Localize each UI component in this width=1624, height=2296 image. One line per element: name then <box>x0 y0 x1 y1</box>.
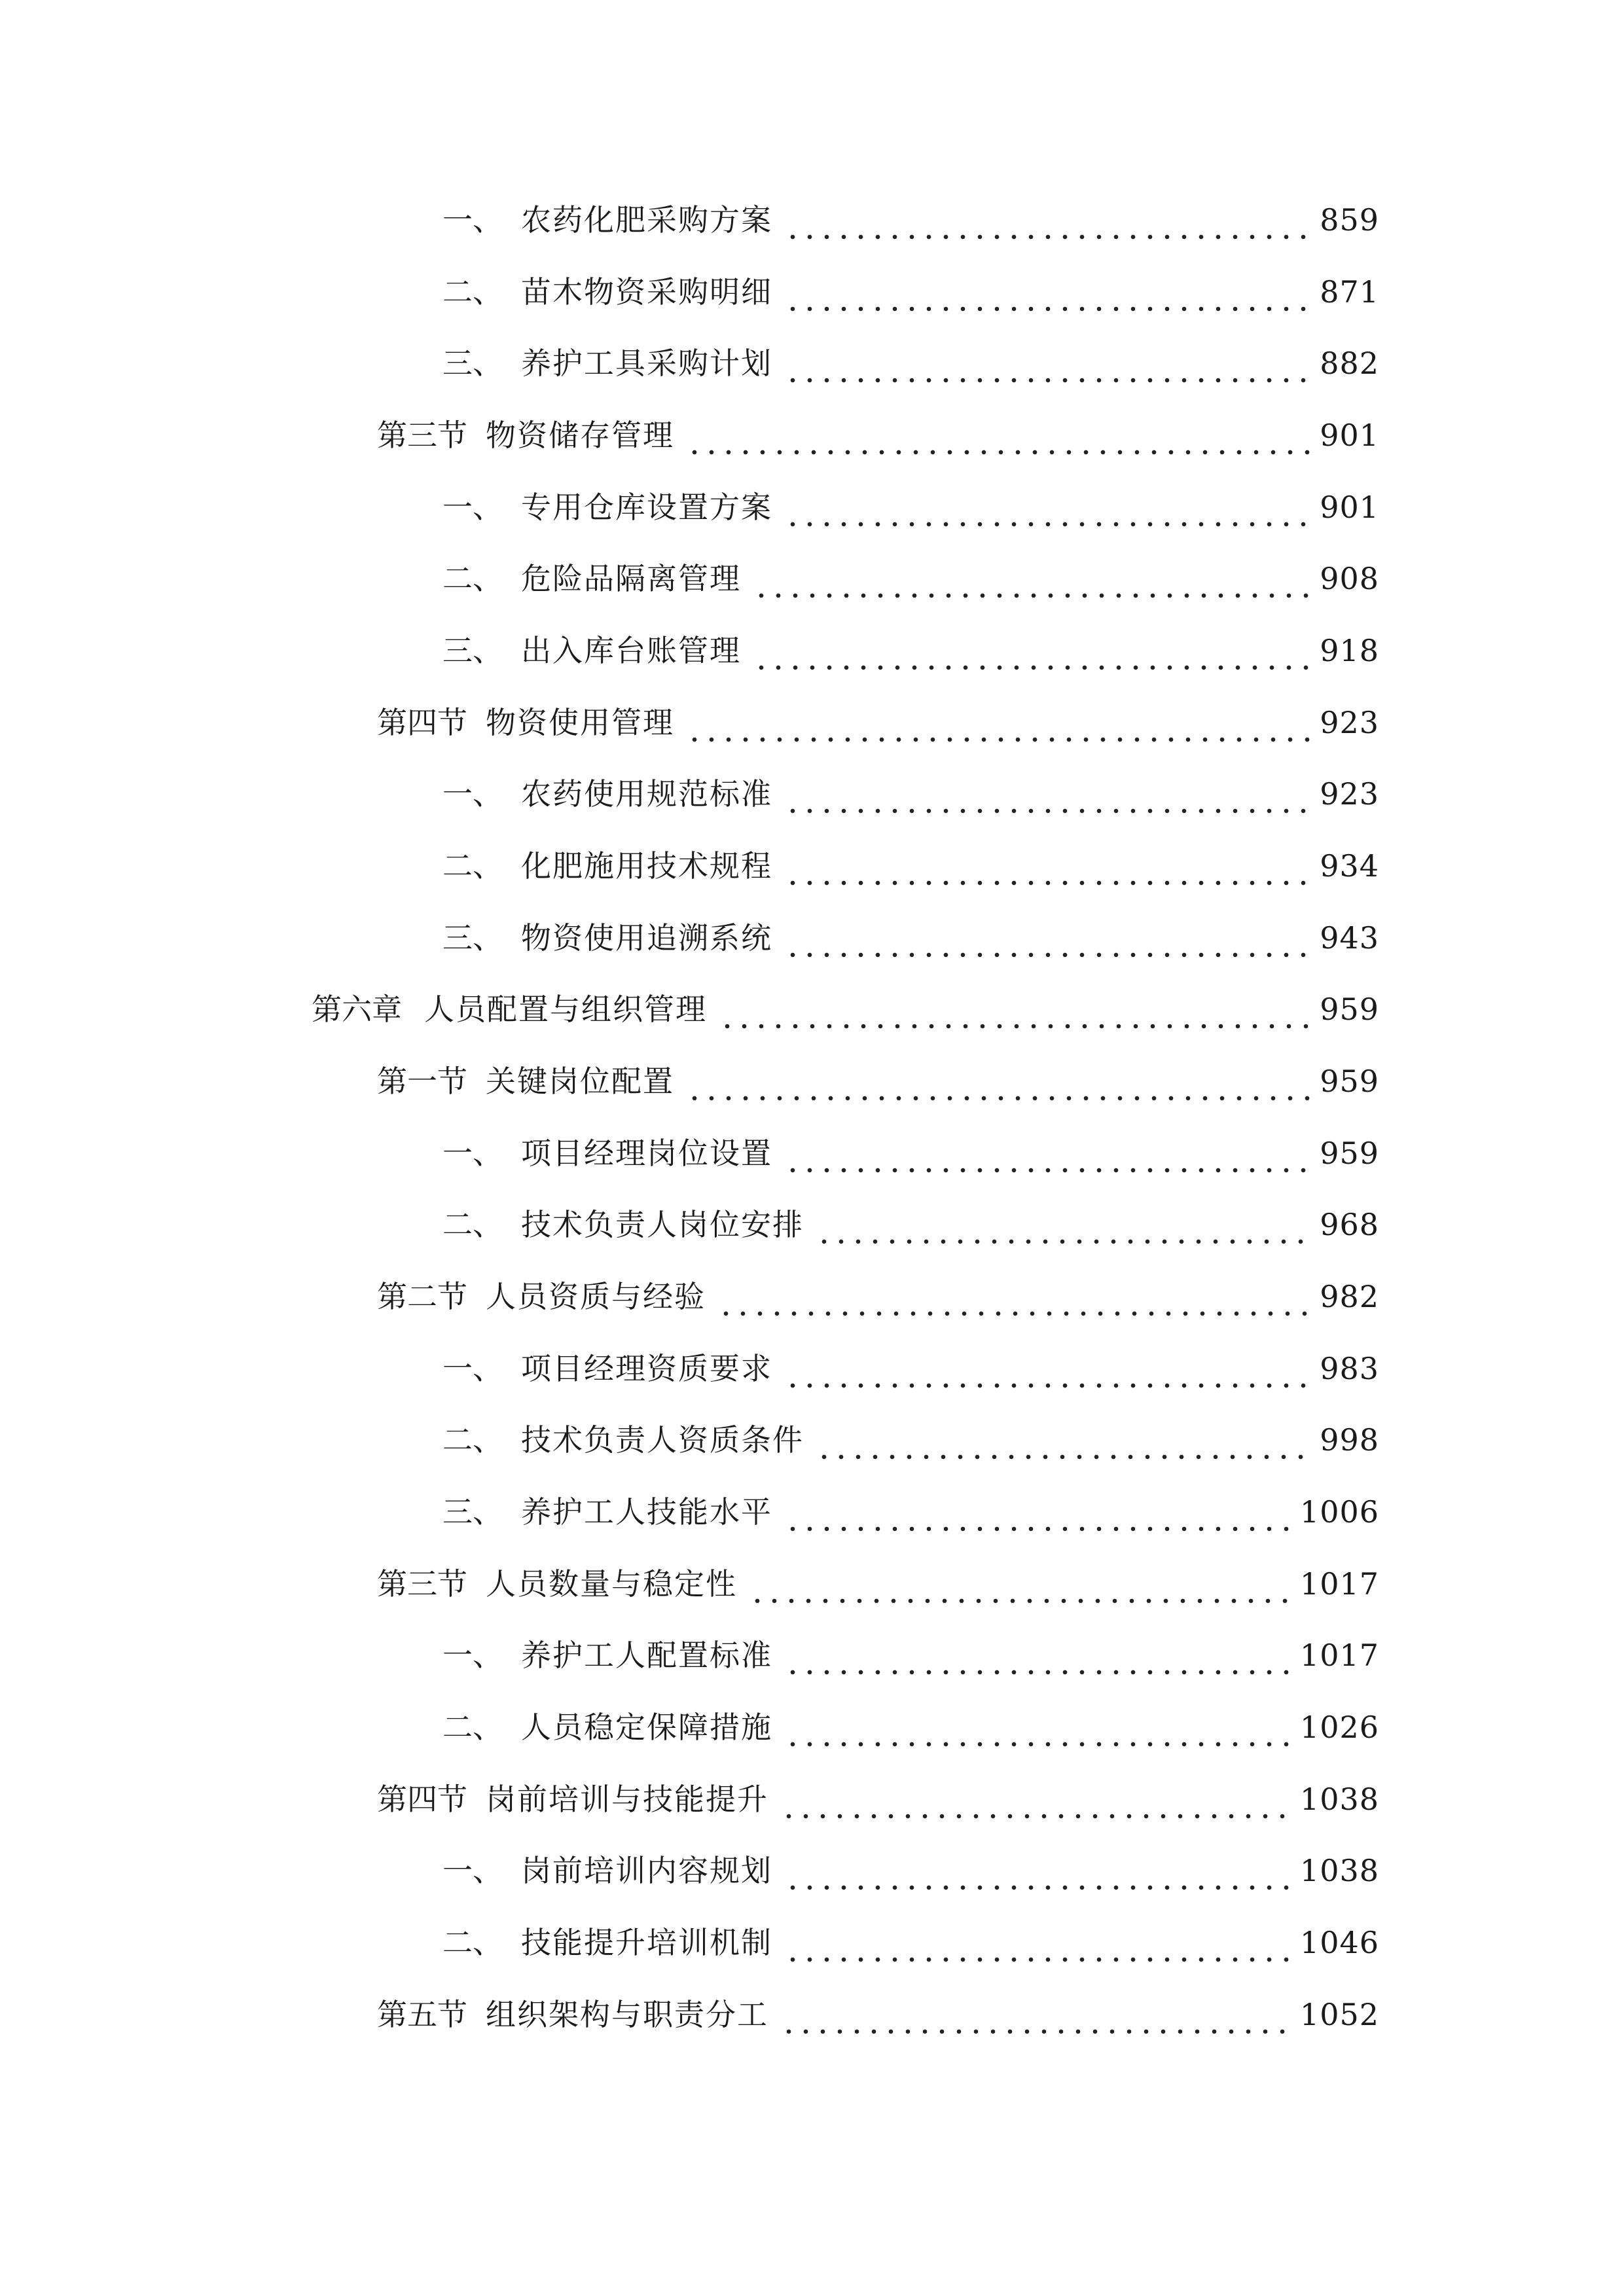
toc-entry-page: 934 <box>1320 848 1379 884</box>
toc-entry-marker: 第三节 <box>377 418 467 453</box>
dot-leader <box>784 1127 1310 1179</box>
toc-entry-page: 1038 <box>1299 1853 1379 1888</box>
toc-entry[interactable] <box>377 1558 1379 1610</box>
dot-leader <box>686 696 1310 749</box>
dot-leader <box>717 1270 1310 1323</box>
toc-entry[interactable] <box>442 1844 1379 1897</box>
toc-entry-page: 908 <box>1320 561 1379 596</box>
toc-entry-page: 1052 <box>1299 1997 1379 2032</box>
toc-entry-marker: 一、 <box>442 1638 503 1673</box>
toc-entry-marker: 一、 <box>442 202 503 238</box>
toc-entry-page: 1046 <box>1299 1925 1379 1960</box>
toc-entry-title: 物资储存管理 <box>486 418 674 453</box>
toc-entry-title: 危险品隔离管理 <box>521 561 741 596</box>
dot-leader <box>780 1773 1291 1825</box>
toc-entry-title: 岗前培训与技能提升 <box>486 1782 768 1817</box>
toc-entry-title: 物资使用管理 <box>486 705 674 740</box>
toc-entry[interactable] <box>442 481 1379 533</box>
toc-entry-title: 农药化肥采购方案 <box>521 202 772 238</box>
dot-leader <box>784 1844 1291 1897</box>
toc-entry-title: 出入库台账管理 <box>521 633 741 668</box>
toc-entry[interactable] <box>442 266 1379 318</box>
toc-entry-marker: 三、 <box>442 346 503 381</box>
toc-entry[interactable] <box>442 1629 1379 1681</box>
toc-entry-title: 专用仓库设置方案 <box>521 490 772 525</box>
toc-entry-page: 901 <box>1320 418 1379 453</box>
toc-entry-page: 1017 <box>1299 1638 1379 1673</box>
toc-entry-page: 968 <box>1320 1207 1379 1242</box>
toc-entry-page: 923 <box>1320 776 1379 812</box>
toc-entry-title: 组织架构与职责分工 <box>486 1997 768 2032</box>
toc-entry-page: 918 <box>1320 633 1379 668</box>
dot-leader <box>784 768 1310 820</box>
toc-entry-page: 859 <box>1320 202 1379 238</box>
toc-entry-title: 人员资质与经验 <box>486 1279 706 1314</box>
toc-entry[interactable] <box>442 1486 1379 1538</box>
toc-entry-marker: 第一节 <box>377 1064 467 1099</box>
toc-entry-page: 871 <box>1320 274 1379 310</box>
toc-entry[interactable] <box>377 1055 1379 1107</box>
toc-entry-page: 1006 <box>1299 1494 1379 1530</box>
toc-entry[interactable] <box>442 624 1379 677</box>
toc-entry-page: 959 <box>1320 992 1379 1027</box>
toc-entry[interactable] <box>442 1701 1379 1753</box>
toc-entry-page: 983 <box>1320 1351 1379 1386</box>
toc-entry-page: 943 <box>1320 920 1379 956</box>
toc-entry-page: 959 <box>1320 1136 1379 1171</box>
dot-leader <box>719 983 1310 1035</box>
toc-entry-marker: 二、 <box>442 848 503 884</box>
toc-entry[interactable] <box>442 912 1379 964</box>
dot-leader <box>784 912 1310 964</box>
dot-leader <box>784 1701 1291 1753</box>
toc-entry-marker: 二、 <box>442 274 503 310</box>
toc-entry[interactable] <box>377 1988 1379 2041</box>
dot-leader <box>753 552 1310 605</box>
toc-entry-title: 化肥施用技术规程 <box>521 848 772 884</box>
dot-leader <box>784 194 1310 246</box>
dot-leader <box>784 1916 1291 1969</box>
toc-entry[interactable] <box>312 983 1379 1035</box>
toc-entry-title: 项目经理岗位设置 <box>521 1136 772 1171</box>
toc-entry-marker: 第二节 <box>377 1279 467 1314</box>
toc-entry-marker: 第四节 <box>377 1782 467 1817</box>
toc-entry-marker: 一、 <box>442 490 503 525</box>
toc-entry-title: 人员数量与稳定性 <box>486 1566 737 1602</box>
toc-entry-marker: 三、 <box>442 920 503 956</box>
toc-entry-marker: 三、 <box>442 633 503 668</box>
toc-entry-title: 项目经理资质要求 <box>521 1351 772 1386</box>
toc-entry-marker: 第五节 <box>377 1997 467 2032</box>
toc-entry-page: 1038 <box>1299 1782 1379 1817</box>
toc-entry-title: 技能提升培训机制 <box>521 1925 772 1960</box>
toc-entry-page: 1026 <box>1299 1710 1379 1745</box>
dot-leader <box>784 1486 1291 1538</box>
toc-entry[interactable] <box>377 409 1379 461</box>
toc-entry[interactable] <box>377 1773 1379 1825</box>
dot-leader <box>686 409 1310 461</box>
toc-entry-marker: 二、 <box>442 561 503 596</box>
toc-entry-title: 关键岗位配置 <box>486 1064 674 1099</box>
toc-entry[interactable] <box>442 337 1379 389</box>
toc-entry-title: 苗木物资采购明细 <box>521 274 772 310</box>
toc-entry-marker: 二、 <box>442 1207 503 1242</box>
toc-entry-marker: 一、 <box>442 1853 503 1888</box>
toc-entry-marker: 二、 <box>442 1710 503 1745</box>
toc-entry-title: 人员配置与组织管理 <box>424 992 707 1027</box>
toc-entry-title: 农药使用规范标准 <box>521 776 772 812</box>
toc-entry-page: 882 <box>1320 346 1379 381</box>
dot-leader <box>753 624 1310 677</box>
toc-entry-title: 人员稳定保障措施 <box>521 1710 772 1745</box>
toc-entry-marker: 第四节 <box>377 705 467 740</box>
dot-leader <box>784 266 1310 318</box>
toc-entry-page: 959 <box>1320 1064 1379 1099</box>
dot-leader <box>784 1629 1291 1681</box>
dot-leader <box>749 1558 1291 1610</box>
toc-entry[interactable] <box>442 194 1379 246</box>
toc-entry-title: 技术负责人岗位安排 <box>521 1207 804 1242</box>
dot-leader <box>816 1198 1310 1251</box>
toc-entry[interactable] <box>442 552 1379 605</box>
dot-leader <box>780 1988 1291 2041</box>
toc-entry-page: 923 <box>1320 705 1379 740</box>
toc-entry-marker: 一、 <box>442 1136 503 1171</box>
toc-entry-title: 物资使用追溯系统 <box>521 920 772 956</box>
toc-entry[interactable] <box>442 768 1379 820</box>
dot-leader <box>816 1414 1310 1466</box>
toc-entry-marker: 二、 <box>442 1925 503 1960</box>
dot-leader <box>686 1055 1310 1107</box>
toc-entry[interactable] <box>377 696 1379 749</box>
toc-entry[interactable] <box>442 1198 1379 1251</box>
toc-entry-title: 养护工具采购计划 <box>521 346 772 381</box>
toc-entry-title: 技术负责人资质条件 <box>521 1422 804 1458</box>
toc-entry-marker: 第六章 <box>312 992 402 1027</box>
dot-leader <box>784 481 1310 533</box>
toc-entry[interactable] <box>442 1127 1379 1179</box>
toc-entry-page: 1017 <box>1299 1566 1379 1602</box>
toc-entry-page: 982 <box>1320 1279 1379 1314</box>
toc-entry-marker: 一、 <box>442 776 503 812</box>
toc-entry-title: 岗前培训内容规划 <box>521 1853 772 1888</box>
toc-entry-marker: 一、 <box>442 1351 503 1386</box>
toc-entry-title: 养护工人技能水平 <box>521 1494 772 1530</box>
dot-leader <box>784 1342 1310 1395</box>
toc-entry-title: 养护工人配置标准 <box>521 1638 772 1673</box>
toc-entry-marker: 第三节 <box>377 1566 467 1602</box>
dot-leader <box>784 337 1310 389</box>
toc-entry-marker: 三、 <box>442 1494 503 1530</box>
toc-entry-page: 901 <box>1320 490 1379 525</box>
toc-entry[interactable] <box>442 1342 1379 1395</box>
toc-entry-marker: 二、 <box>442 1422 503 1458</box>
toc-entry[interactable] <box>442 1414 1379 1466</box>
toc-entry-page: 998 <box>1320 1422 1379 1458</box>
toc-entry[interactable] <box>442 1916 1379 1969</box>
toc-entry[interactable] <box>377 1270 1379 1323</box>
toc-entry[interactable] <box>442 840 1379 892</box>
dot-leader <box>784 840 1310 892</box>
